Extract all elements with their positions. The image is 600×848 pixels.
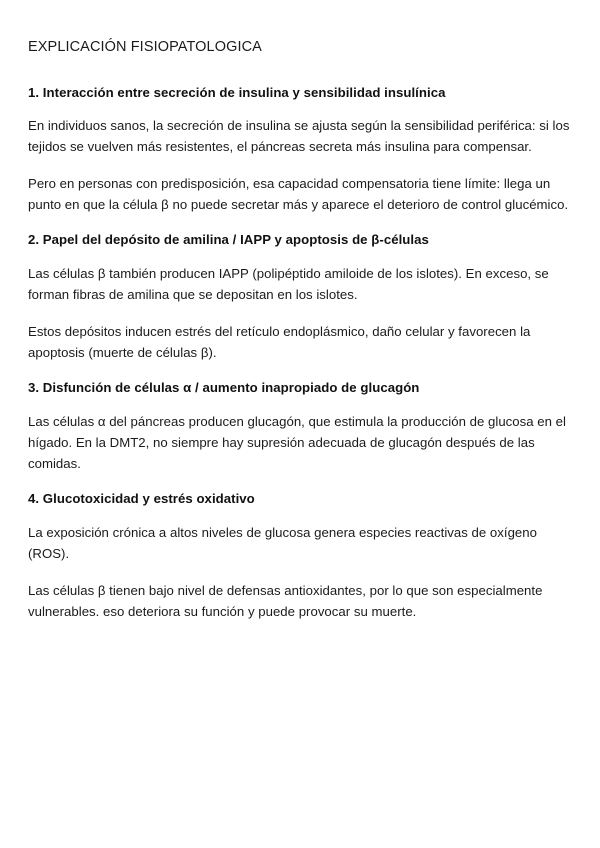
section-2-heading: 2. Papel del depósito de amilina / IAPP y apoptosis de β-células xyxy=(28,232,429,248)
section-4 xyxy=(28,490,570,622)
section-3-heading: 3. Disfunción de células α / aumento inapropiado de glucagón xyxy=(28,380,420,396)
section-3-paragraph-1: Las células α del páncreas producen glucagón, que estimula la producción de glucosa en el hígado. En la DMT2, no siempre hay supresión adecuada de glucagón después de las comidas. xyxy=(28,413,566,471)
section-2-paragraph-2: Estos depósitos inducen estrés del retículo endoplásmico, daño celular y favorecen la apoptosis (muerte de células β). xyxy=(28,323,531,360)
section-4-paragraph-2: Las células β tienen bajo nivel de defensas antioxidantes, por lo que son especialmente vulnerables. eso deteriora su función y puede provocar su muerte. xyxy=(28,582,543,619)
section-1 xyxy=(28,84,570,216)
section-3 xyxy=(28,379,570,474)
section-4-paragraph-1: La exposición crónica a altos niveles de glucosa genera especies reactivas de oxígeno (ROS). xyxy=(28,524,537,561)
section-1-paragraph-1: En individuos sanos, la secreción de insulina se ajusta según la sensibilidad periférica: si los tejidos se vuelven más resistentes, el páncreas secreta más insulina para compensar. xyxy=(28,118,570,154)
section-2 xyxy=(28,231,570,363)
section-1-paragraph-2: Pero en personas con predisposición, esa capacidad compensatoria tiene límite: llega un punto en que la célula β no puede secretar más y aparece el deterioro de control glucémico. xyxy=(28,175,569,212)
section-2-paragraph-1: Las células β también producen IAPP (polipéptido amiloide de los islotes). En exceso, se forman fibras de amilina que se depositan en los islotes. xyxy=(28,265,549,302)
section-1-heading: 1. Interacción entre secreción de insulina y sensibilidad insulínica xyxy=(28,84,446,100)
section-4-heading: 4. Glucotoxicidad y estrés oxidativo xyxy=(28,491,255,507)
page-title: EXPLICACIÓN FISIOPATOLOGICA xyxy=(28,39,262,55)
